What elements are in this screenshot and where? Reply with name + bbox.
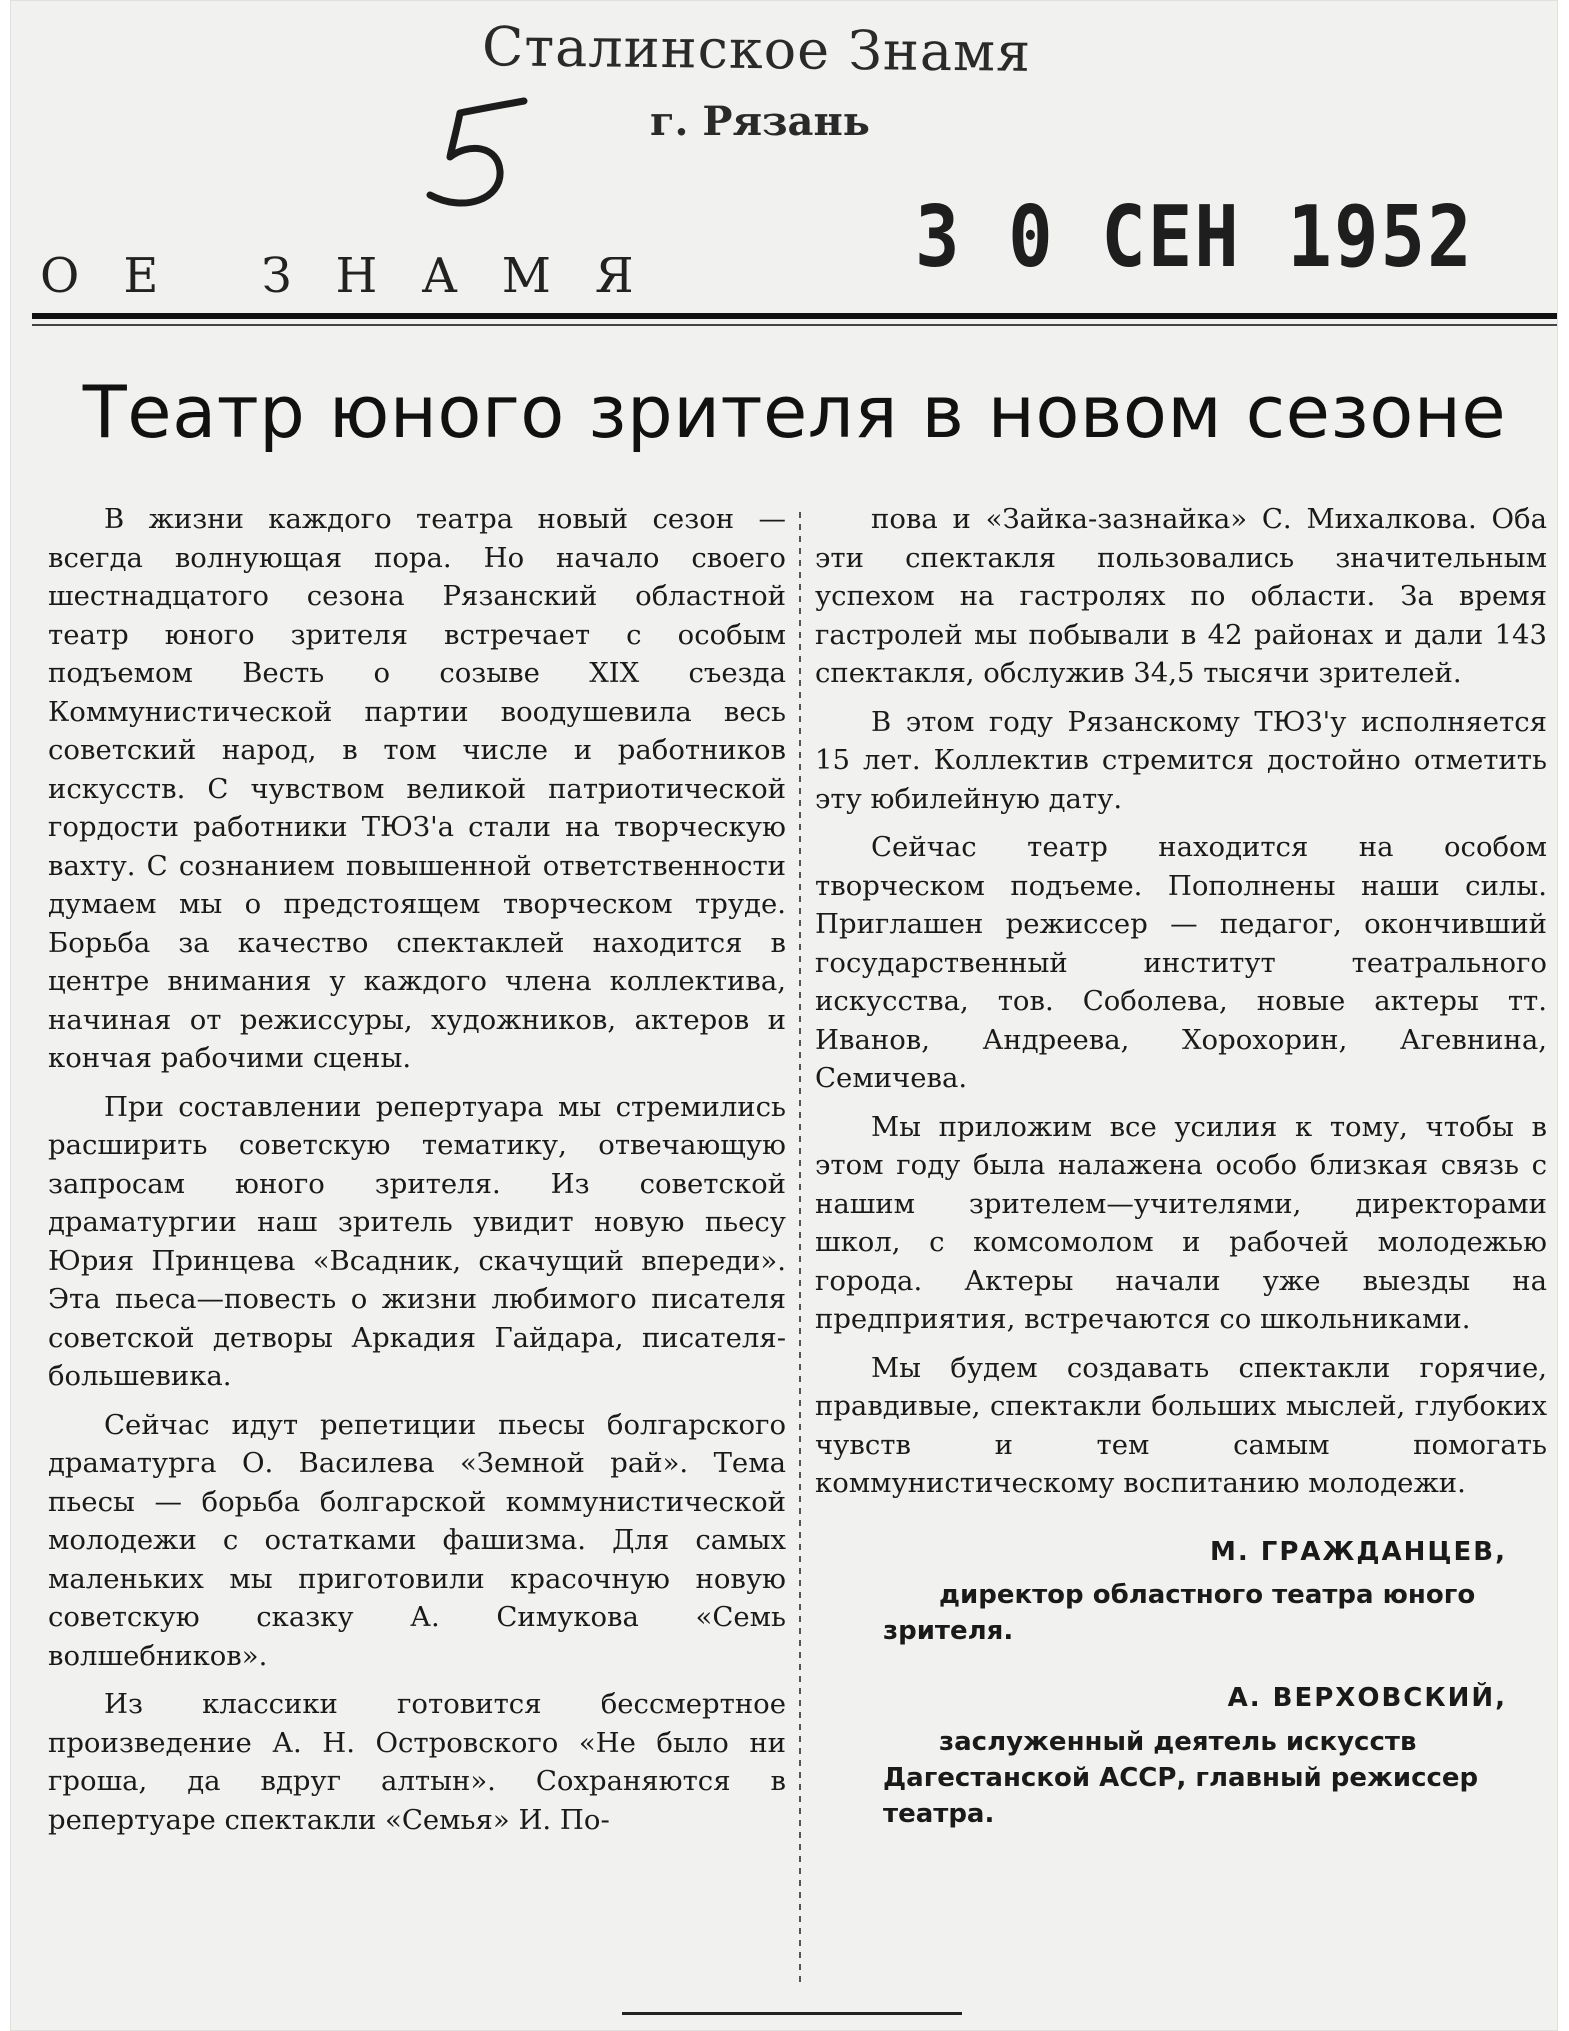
column-divider xyxy=(799,512,801,1987)
paragraph: При составлении репертуара мы стремились расширить советскую тематику, отвечающую запросам юного зрителя. Из советской драматургии наш зритель увидит новую пьесу Юрия Принцева «Всадник, скачущий впереди». Эта пьеса—повесть о жизни любимого писателя советской детворы Аркадия Гайдара, писателя-большевика. xyxy=(48,1090,786,1392)
paragraph: Мы будем создавать спектакли горячие, правдивые, спектакли больших мыслей, глубоких чувств и тем самым помогать коммунистическому воспитанию молодежи. xyxy=(815,1351,1547,1499)
masthead-rule xyxy=(32,313,1557,319)
signature-name: М. ГРАЖДАНЦЕВ, xyxy=(1210,1536,1507,1567)
signature-role: директор областного театра юного зрителя. xyxy=(883,1580,1476,1646)
article-column-right xyxy=(815,500,1547,1832)
paragraph: Сейчас театр находится на особом творческом подъеме. Пополнены наши силы. Приглашен режиссер — педагог, окончивший государственный институт театрального искусства, тов. Соболева, новые актеры тт. Иванов, Андреева, Хорохорин, Агевнина, Семичева. xyxy=(815,831,1547,1094)
bottom-rule xyxy=(622,2012,962,2015)
city-stamp: г. Рязань xyxy=(650,98,870,145)
article-headline: Театр юного зрителя в новом сезоне xyxy=(82,370,1507,454)
masthead-fragment: ОЕ ЗНАМЯ xyxy=(40,248,678,304)
newspaper-name-stamp: Сталинское Знамя xyxy=(481,15,1032,84)
paragraph: В жизни каждого театра новый сезон — всегда волнующая пора. Но начало своего шестнадцатого сезона Рязанский областной театр юного зрителя встречает с особым подъемом Весть о созыве XIX съезда Коммунистической партии воодушевила весь советский народ, в том числе и работников искусств. С чувством великой патриотической гордости работники ТЮЗ'а стали на творческую вахту. С сознанием повышенной ответственности думаем мы о предстоящем творческом труде. Борьба за качество спектаклей находится в центре внимания у каждого члена коллектива, начиная от режиссуры, художников, актеров и кончая рабочими сцены. xyxy=(48,503,786,1074)
paragraph: Мы приложим все усилия к тому, чтобы в этом году была налажена особо близкая связь с нашим зрителем—учителями, директорами школ, с комсомолом и рабочей молодежью города. Актеры начали уже выезды на предприятия, встречаются со школьниками. xyxy=(815,1110,1547,1335)
paragraph: пова и «Зайка-зазнайка» С. Михалкова. Оба эти спектакля пользовались значительным успехом на гастролях по области. За время гастролей мы побывали в 42 районах и дали 143 спектакля, обслужив 34,5 тысячи зрителей. xyxy=(815,503,1547,689)
paragraph: Из классики готовится бессмертное произведение А. Н. Островского «Не было ни гроша, да вдруг алтын». Сохраняются в репертуаре спектакли «Семья» И. По- xyxy=(48,1688,786,1836)
masthead-rule-thin xyxy=(32,324,1557,326)
signature-name: А. ВЕРХОВСКИЙ, xyxy=(1227,1683,1507,1713)
handwritten-number-icon xyxy=(420,95,550,225)
article-column-left xyxy=(48,500,786,1839)
newspaper-clipping xyxy=(10,0,1558,2031)
signature-role: заслуженный деятель искусств Дагестанской АССР, главный режиссер театра. xyxy=(883,1726,1479,1829)
paragraph: Сейчас идут репетиции пьесы болгарского драматурга О. Василева «Земной рай». Тема пьесы — борьба болгарской коммунистической молодежи с остатками фашизма. Для самых маленьких мы приготовили красочную новую советскую сказку А. Симукова «Семь волшебников». xyxy=(48,1408,786,1672)
paragraph: В этом году Рязанскому ТЮЗ'у исполняется 15 лет. Коллектив стремится достойно отметить эту юбилейную дату. xyxy=(815,705,1547,815)
date-stamp: 3 0 СЕН 1952 xyxy=(915,188,1474,287)
